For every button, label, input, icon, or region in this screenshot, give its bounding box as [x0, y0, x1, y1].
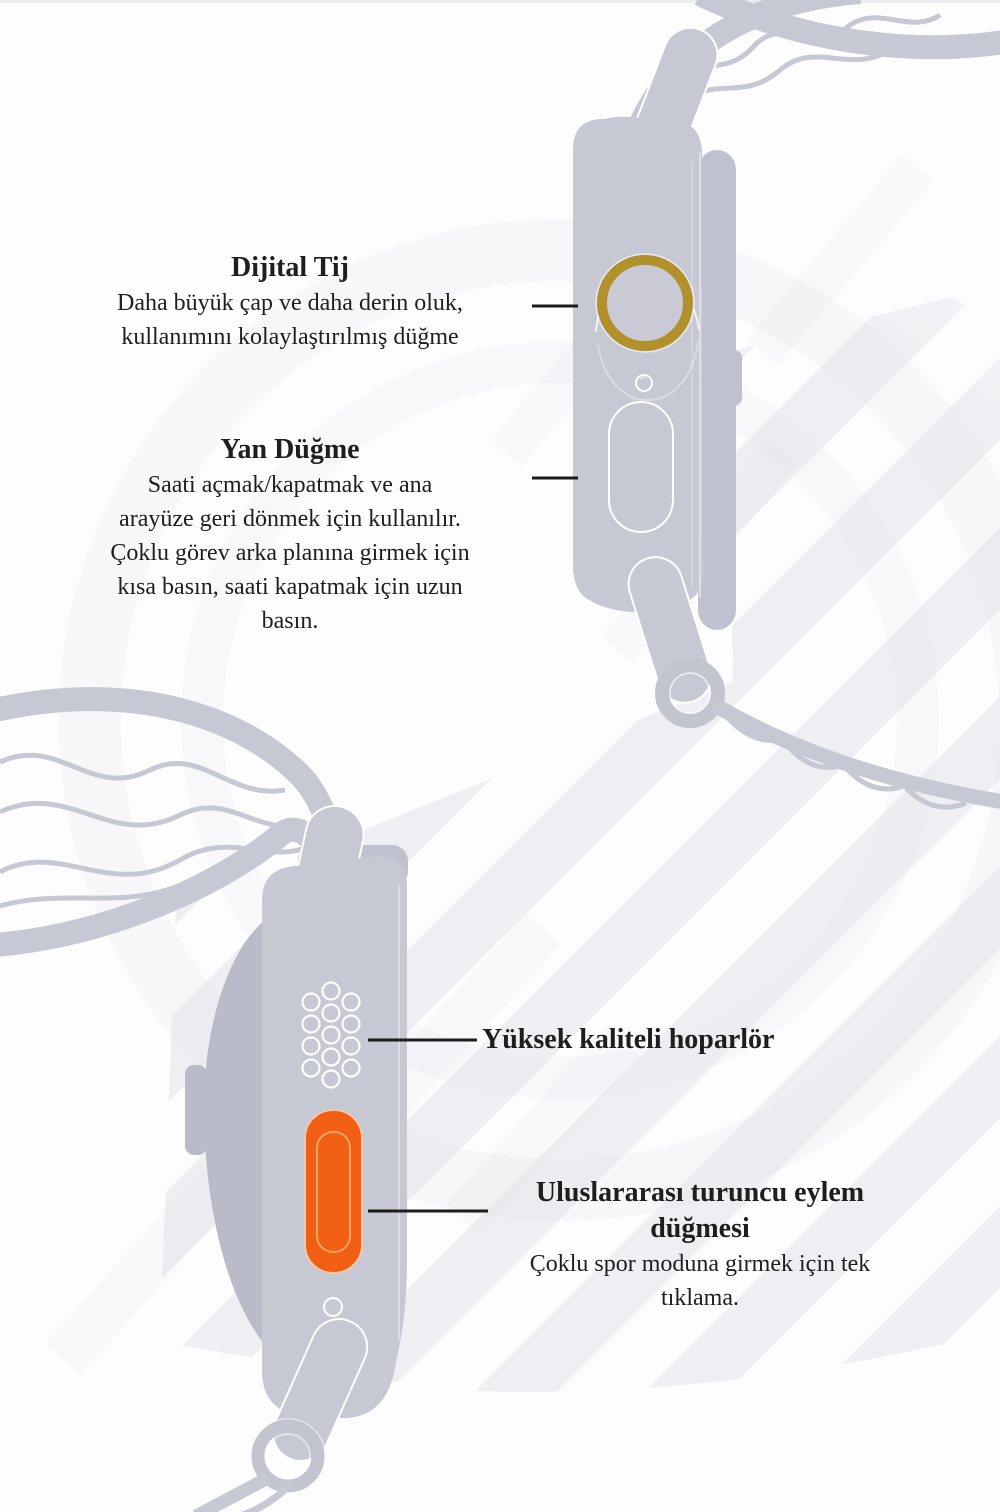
action-button-desc-line: Çoklu spor moduna girmek için tek	[529, 1251, 871, 1277]
side-button-desc-line: Çoklu görev arka planına girmek için	[110, 540, 470, 566]
side-button-desc-line: kısa basın, saati kapatmak için uzun	[117, 574, 463, 600]
bottom-watch-back-tab	[185, 1065, 207, 1155]
side-button-desc-line: basın.	[261, 608, 319, 634]
side-button-callout	[60, 432, 520, 638]
digital-crown-callout	[60, 250, 520, 354]
action-button	[305, 1110, 362, 1273]
digital-crown-desc-line: Daha büyük çap ve daha derin oluk,	[117, 290, 463, 316]
top-watch-body	[573, 117, 703, 613]
action-button-desc-line: tıklama.	[661, 1285, 739, 1311]
speaker-title: Yüksek kaliteli hoparlör	[482, 1024, 775, 1055]
side-button-desc-line: arayüze geri dönmek için kullanılır.	[119, 506, 461, 532]
action-button-callout	[480, 1175, 920, 1315]
top-watch-case-bump	[726, 350, 742, 406]
action-button-title-line: düğmesi	[650, 1213, 750, 1244]
digital-crown-ring	[602, 260, 688, 346]
side-button-desc-line: Saati açmak/kapatmak ve ana	[147, 472, 433, 498]
digital-crown-title: Dijital Tij	[231, 252, 349, 283]
side-button-title: Yan Düğme	[220, 434, 360, 465]
action-button-title-line: Uluslararası turuncu eylem	[535, 1177, 865, 1208]
digital-crown-desc-line: kullanımını kolaylaştırılmış düğme	[121, 324, 459, 350]
speaker-callout	[482, 1022, 962, 1058]
